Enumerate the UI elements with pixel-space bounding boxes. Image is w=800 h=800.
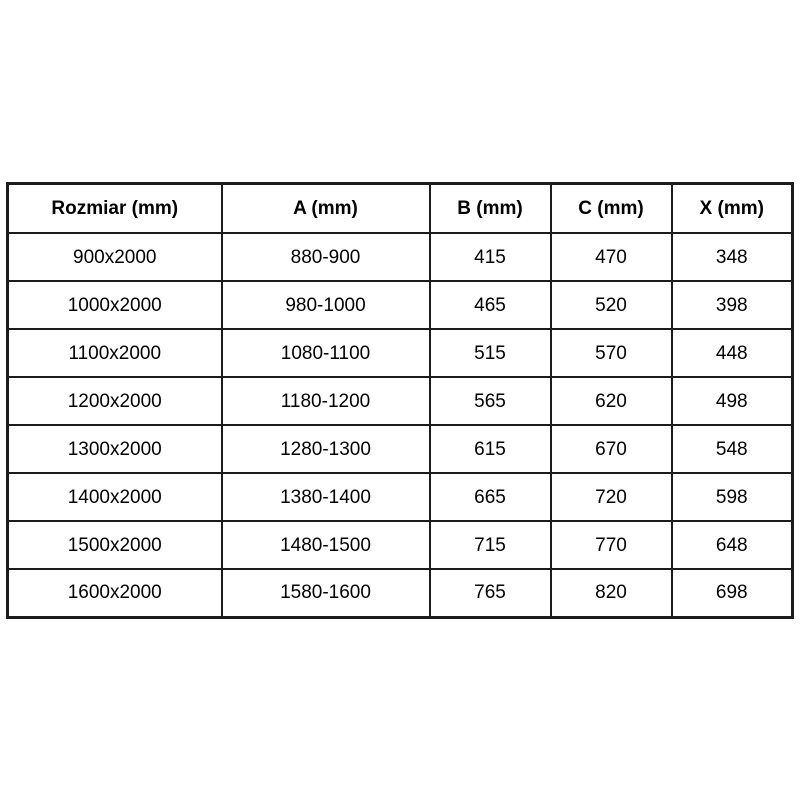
cell-a: 1280-1300 <box>222 425 430 473</box>
cell-a: 1480-1500 <box>222 521 430 569</box>
cell-x: 448 <box>672 329 793 377</box>
table-row <box>8 377 793 425</box>
column-header-b: B (mm) <box>430 183 551 233</box>
cell-x: 648 <box>672 521 793 569</box>
table-row <box>8 329 793 377</box>
cell-a: 980-1000 <box>222 281 430 329</box>
cell-rozmiar: 1500x2000 <box>8 521 222 569</box>
cell-x: 348 <box>672 233 793 281</box>
cell-a: 1180-1200 <box>222 377 430 425</box>
table-row <box>8 569 793 617</box>
cell-c: 520 <box>551 281 672 329</box>
cell-a: 1580-1600 <box>222 569 430 617</box>
cell-c: 620 <box>551 377 672 425</box>
table-row <box>8 425 793 473</box>
cell-c: 670 <box>551 425 672 473</box>
cell-c: 720 <box>551 473 672 521</box>
cell-x: 698 <box>672 569 793 617</box>
cell-b: 465 <box>430 281 551 329</box>
cell-rozmiar: 900x2000 <box>8 233 222 281</box>
cell-b: 715 <box>430 521 551 569</box>
cell-a: 880-900 <box>222 233 430 281</box>
cell-x: 498 <box>672 377 793 425</box>
header-row <box>8 183 793 233</box>
cell-b: 665 <box>430 473 551 521</box>
cell-c: 570 <box>551 329 672 377</box>
cell-c: 770 <box>551 521 672 569</box>
table-row <box>8 281 793 329</box>
column-header-rozmiar: Rozmiar (mm) <box>8 183 222 233</box>
table-row <box>8 233 793 281</box>
cell-b: 415 <box>430 233 551 281</box>
cell-b: 565 <box>430 377 551 425</box>
cell-rozmiar: 1100x2000 <box>8 329 222 377</box>
cell-b: 615 <box>430 425 551 473</box>
cell-rozmiar: 1600x2000 <box>8 569 222 617</box>
cell-b: 515 <box>430 329 551 377</box>
size-spec-table <box>6 182 794 619</box>
table-row <box>8 473 793 521</box>
column-header-a: A (mm) <box>222 183 430 233</box>
cell-c: 820 <box>551 569 672 617</box>
cell-x: 548 <box>672 425 793 473</box>
cell-rozmiar: 1400x2000 <box>8 473 222 521</box>
cell-b: 765 <box>430 569 551 617</box>
cell-rozmiar: 1200x2000 <box>8 377 222 425</box>
cell-a: 1080-1100 <box>222 329 430 377</box>
cell-x: 598 <box>672 473 793 521</box>
cell-a: 1380-1400 <box>222 473 430 521</box>
cell-c: 470 <box>551 233 672 281</box>
cell-rozmiar: 1300x2000 <box>8 425 222 473</box>
column-header-x: X (mm) <box>672 183 793 233</box>
column-header-c: C (mm) <box>551 183 672 233</box>
cell-rozmiar: 1000x2000 <box>8 281 222 329</box>
cell-x: 398 <box>672 281 793 329</box>
table-row <box>8 521 793 569</box>
